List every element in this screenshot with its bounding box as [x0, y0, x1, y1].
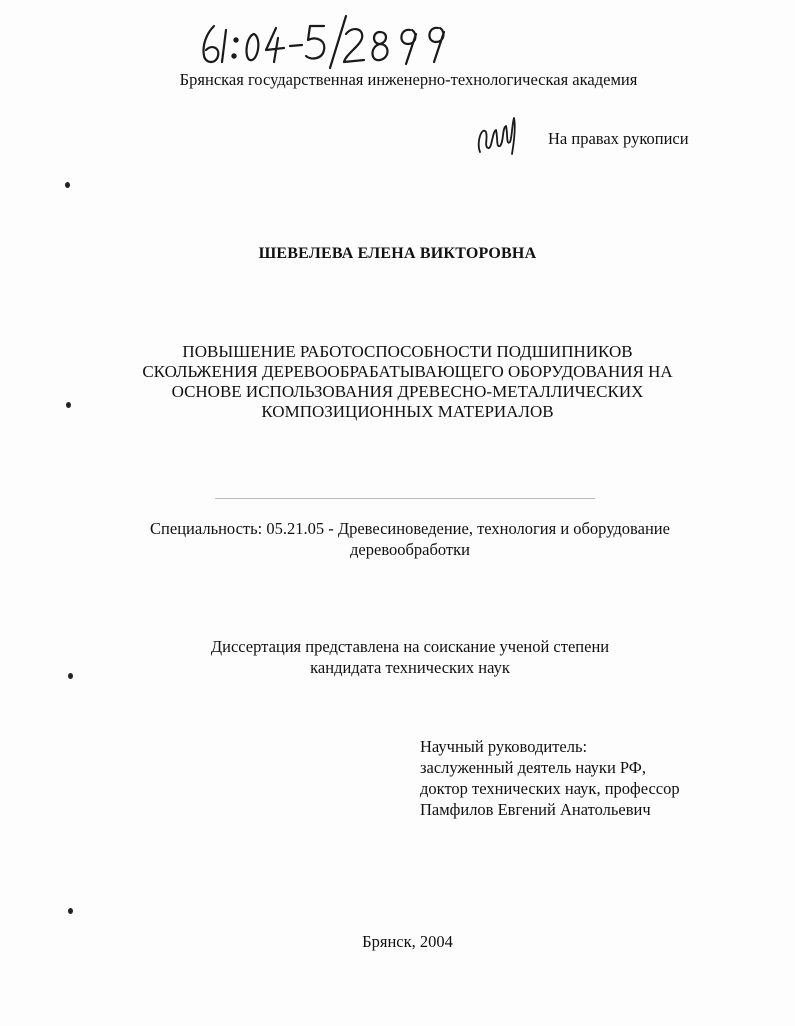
- title-line: КОМПОЗИЦИОННЫХ МАТЕРИАЛОВ: [261, 402, 554, 421]
- advisor-line: Памфилов Евгений Анатольевич: [420, 800, 651, 819]
- scan-mark: [68, 908, 73, 914]
- city-year: Брянск, 2004: [362, 932, 453, 951]
- scan-mark: [66, 402, 71, 408]
- specialty-line: Специальность: 05.21.05 - Древесиноведение, технология и оборудование: [150, 519, 670, 538]
- advisor-line: доктор технических наук, профессор: [420, 779, 680, 798]
- scientific-advisor: [420, 736, 760, 820]
- advisor-line: заслуженный деятель науки РФ,: [420, 758, 646, 777]
- title-line: ПОВЫШЕНИЕ РАБОТОСПОСОБНОСТИ ПОДШИПНИКОВ: [182, 342, 633, 361]
- specialty-line: деревообработки: [350, 540, 470, 559]
- title-line: СКОЛЬЖЕНИЯ ДЕРЕВООБРАБАТЫВАЮЩЕГО ОБОРУДОВАНИЯ НА: [142, 362, 673, 381]
- degree-line: кандидата технических наук: [310, 658, 510, 677]
- institution-name: Брянская государственная инженерно-технологическая академия: [179, 70, 638, 89]
- scan-speck-line: [215, 498, 595, 499]
- degree-line: Диссертация представлена на соискание ученой степени: [210, 637, 610, 656]
- dissertation-title: [60, 342, 755, 422]
- handwritten-archive-code: [196, 12, 446, 70]
- specialty: [60, 518, 760, 560]
- advisor-line: Научный руководитель:: [420, 737, 588, 756]
- scan-mark: [68, 673, 73, 679]
- rights-notice: На правах рукописи: [548, 129, 689, 148]
- title-line: ОСНОВЕ ИСПОЛЬЗОВАНИЯ ДРЕВЕСНО-МЕТАЛЛИЧЕСКИХ: [171, 382, 644, 401]
- author-name: ШЕВЕЛЕВА ЕЛЕНА ВИКТОРОВНА: [258, 245, 537, 262]
- signature-drawing: [470, 112, 530, 160]
- scan-mark: [65, 182, 70, 188]
- signature-icon: [470, 112, 530, 160]
- degree-statement: [60, 636, 760, 678]
- handwritten-archive-code-drawing: [196, 12, 446, 70]
